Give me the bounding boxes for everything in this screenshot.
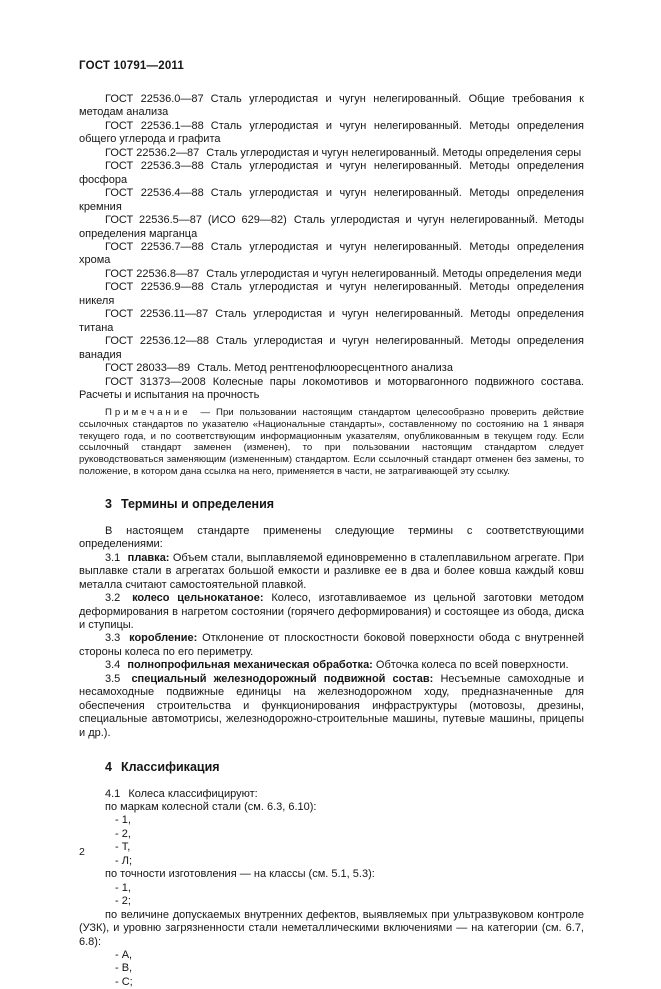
section-heading-terms — [79, 498, 584, 511]
reference-item — [79, 241, 584, 268]
classification-option: - Т, — [115, 841, 131, 854]
term-definition: Объем стали, выплавляемой единовременно в сталеплавильном агрегате. При выплавке стали в агрегатах большой емкости и разливке ее в два и более ковша каждый ковш металла считают самостоятельной плавкой. — [79, 551, 585, 591]
reference-number: ГОСТ 22536.0—87 — [105, 93, 204, 105]
term-definition: Несъемные самоходные и несамоходные подвижные единицы на железнодорожном ходу, предназначенные для обеспечения строительства и функционирования инфраструктуры (мотовозы, дрезины, специальные автомотрисы, железнодорожно-строительные машины, путевые машины, прицепы и др.). — [79, 672, 584, 739]
classification-option: - С; — [115, 975, 133, 988]
reference-title: Сталь углеродистая и чугун нелегированный. Методы определения меди — [206, 267, 582, 280]
note-block — [79, 407, 584, 477]
term-name: коробление: — [129, 632, 198, 645]
section-number: 3 — [105, 497, 112, 512]
section-title: Классификация — [120, 760, 220, 775]
term-number: 3.1 — [105, 551, 121, 564]
reference-item — [79, 187, 584, 214]
terms-section — [79, 525, 584, 740]
reference-title: Сталь углеродистая и чугун нелегированный. Методы определения кремния — [79, 187, 584, 213]
terms-intro: В настоящем стандарте применены следующие термины с соответствующими определениями: — [79, 524, 584, 551]
running-head-title: ГОСТ 10791—2011 — [79, 60, 184, 72]
term-name: специальный железнодорожный подвижной состав: — [131, 672, 434, 685]
reference-item — [79, 335, 584, 362]
classification-criterion: по маркам колесной стали (см. 6.3, 6.10): — [105, 800, 317, 813]
reference-title: Сталь углеродистая и чугун нелегированный. Методы определения ванадия — [79, 335, 584, 361]
classification-option: - 1, — [115, 814, 131, 827]
note-label: Примечание — [105, 407, 191, 419]
reference-item — [79, 93, 584, 120]
term-item — [79, 632, 584, 659]
term-number: 3.4 — [105, 659, 121, 672]
reference-title: Сталь углеродистая и чугун нелегированный. Методы определения хрома — [79, 240, 584, 267]
term-definition: Отклонение от плоскостности боковой поверхности обода с внутренней стороны колеса по его периметру. — [79, 632, 584, 658]
classification-option: - А, — [115, 948, 133, 961]
page-number: 2 — [79, 846, 85, 858]
reference-title: Сталь. Метод рентгенофлюоресцентного анализа — [197, 362, 453, 375]
classification-option: - В, — [115, 962, 133, 975]
term-item — [79, 673, 584, 740]
reference-number: ГОСТ 22536.3—88 — [105, 160, 204, 173]
classification-section — [79, 788, 584, 989]
reference-title: Сталь углеродистая и чугун нелегированный. Методы определения фосфора — [79, 160, 584, 186]
reference-title: Колесные пары локомотивов и моторвагонного подвижного состава. Расчеты и испытания на прочность — [79, 375, 584, 401]
reference-item — [79, 362, 584, 375]
classification-criterion: по точности изготовления — на классы (см. 5.1, 5.3): — [105, 868, 375, 881]
document-body — [79, 93, 584, 989]
clause-text: Колеса классифицируют: — [128, 787, 258, 800]
reference-item — [79, 268, 584, 281]
term-number: 3.2 — [105, 592, 121, 605]
note-text: — При пользовании настоящим стандартом целесообразно проверить действие ссылочных стандартов по указателю «Национальные стандарты», составленному по состоянию на 1 января текущего года, и по соответствующим информационным указателям, опубликованным в текущем году. Если ссылочный стандарт заменен (изменен), то при пользовании настоящим стандартом следует руководствоваться заменяющим (измененным) стандартом. Если ссылочный стандарт отменен без замены, то положение, в котором дана ссылка на него, применяется в части, не затрагивающей эту ссылку. — [79, 407, 584, 477]
term-definition: Колесо, изготавливаемое из цельной заготовки методом деформирования в нагретом состоянии (горячего деформирования) и состоящее из обода, диска и ступицы. — [79, 592, 584, 631]
reference-number: ГОСТ 22536.9—88 — [105, 281, 204, 294]
reference-number: ГОСТ 31373—2008 — [105, 375, 206, 388]
reference-title: Сталь углеродистая и чугун нелегированный. Методы определения никеля — [79, 281, 584, 307]
reference-number: ГОСТ 22536.8—87 — [105, 267, 200, 280]
reference-number: ГОСТ 22536.2—87 — [105, 146, 200, 159]
reference-title: Сталь углеродистая и чугун нелегированный. Методы определения серы — [206, 146, 582, 159]
classification-option: - 2, — [115, 827, 131, 840]
normative-references-list — [79, 93, 584, 402]
term-item — [79, 552, 584, 592]
reference-title: Сталь углеродистая и чугун нелегированный. Общие требования к методам анализа — [79, 93, 584, 119]
reference-item — [79, 376, 584, 403]
reference-item — [79, 160, 584, 187]
reference-item — [79, 147, 584, 160]
reference-number: ГОСТ 22536.5—87 (ИСО 629—82) — [105, 214, 287, 227]
reference-title: Сталь углеродистая и чугун нелегированный. Методы определения общего углерода и графита — [79, 119, 584, 146]
reference-number: ГОСТ 22536.1—88 — [105, 119, 204, 132]
classification-option: - 1, — [115, 881, 131, 894]
classification-option: - 2; — [115, 895, 131, 908]
term-name: плавка: — [127, 551, 170, 564]
term-name: полнопрофильная механическая обработка: — [127, 659, 373, 672]
reference-number: ГОСТ 22536.12—88 — [105, 335, 209, 348]
reference-title: Сталь углеродистая и чугун нелегированный. Методы определения титана — [79, 308, 584, 334]
classification-criterion: по величине допускаемых внутренних дефектов, выявляемых при ультразвуковом контроле (УЗК), и уровню загрязненности стали неметаллическими включениями — на категории (см. 6.7, 6.8): — [79, 908, 584, 948]
term-item — [79, 659, 584, 672]
classification-option: - Л; — [115, 854, 132, 867]
section-number: 4 — [105, 760, 112, 775]
reference-number: ГОСТ 22536.4—88 — [105, 187, 204, 200]
reference-item — [79, 281, 584, 308]
reference-item — [79, 214, 584, 241]
reference-number: ГОСТ 22536.11—87 — [105, 308, 209, 321]
reference-item — [79, 308, 584, 335]
term-name: колесо цельнокатаное: — [132, 592, 264, 605]
clause-4-1 — [79, 788, 584, 801]
reference-number: ГОСТ 28033—89 — [105, 362, 191, 375]
term-number: 3.3 — [105, 632, 121, 645]
reference-item — [79, 120, 584, 147]
term-number: 3.5 — [105, 672, 121, 685]
reference-title: Сталь углеродистая и чугун нелегированный. Методы определения марганца — [79, 214, 584, 240]
term-definition: Обточка колеса по всей поверхности. — [375, 659, 569, 672]
reference-number: ГОСТ 22536.7—88 — [105, 240, 204, 253]
clause-number: 4.1 — [105, 787, 121, 800]
section-title: Термины и определения — [120, 497, 275, 512]
term-item — [79, 592, 584, 632]
section-heading-classification — [79, 761, 584, 774]
